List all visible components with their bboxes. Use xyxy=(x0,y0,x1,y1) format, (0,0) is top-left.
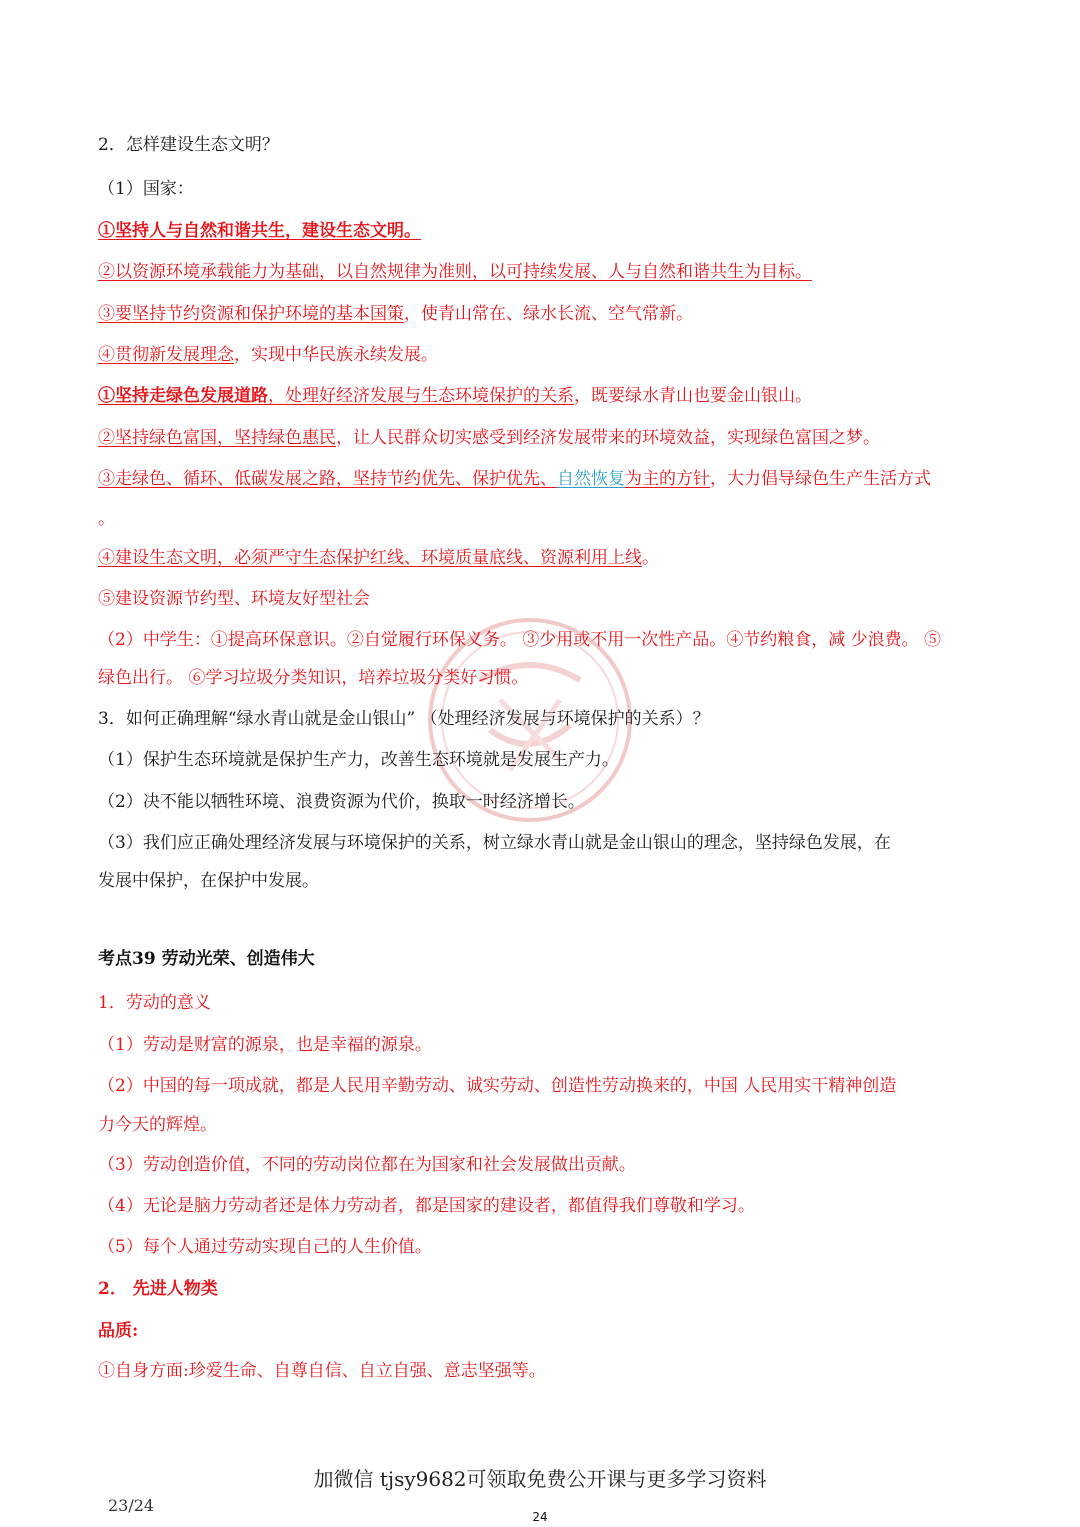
country-point-1: ①坚持人与自然和谐共生，建设生态文明。 xyxy=(98,221,421,241)
green-point-3-link[interactable]: 自然恢复 xyxy=(557,469,625,489)
question-title-2: 2．怎样建设生态文明？ xyxy=(98,135,279,155)
page-fraction: 23/24 xyxy=(108,1496,155,1515)
green-point-3 xyxy=(98,468,931,490)
country-label: （1）国家： xyxy=(98,179,194,199)
country-point-3-rest: ，使青山常在、绿水长流、空气常新。 xyxy=(404,304,693,324)
page-number: 24 xyxy=(532,1510,548,1524)
footer-promo: 加微信 tjsy9682可领取免费公开课与更多学习资料 xyxy=(313,1467,767,1491)
green-point-5: ⑤建设资源节约型、环境友好型社会 xyxy=(98,589,370,609)
answer-3-point-3: （3）我们应正确处理经济发展与环境保护的关系，树立绿水青山就是金山银山的理念，坚持绿色发展，在 xyxy=(98,833,891,853)
answer-3-point-2: （2）决不能以牺牲环境、浪费资源为代价，换取一时经济增长。 xyxy=(98,792,585,812)
labor-point-5: （5）每个人通过劳动实现自己的人生价值。 xyxy=(98,1237,432,1257)
green-point-3-c: 为主的方针 xyxy=(625,469,710,489)
country-point-2: ②以资源环境承载能力为基础，以自然规律为准则，以可持续发展、人与自然和谐共生为目标。 xyxy=(98,262,812,282)
labor-point-4: （4）无论是脑力劳动者还是体力劳动者，都是国家的建设者，都值得我们尊敬和学习。 xyxy=(98,1196,755,1216)
green-point-3-a: ③走绿色、循环、低碳发展之路，坚持节约优先、保护优先、 xyxy=(98,469,557,489)
country-point-4-key: ④贯彻新发展理念 xyxy=(98,345,234,365)
green-point-1-rest: ，既要绿水青山也要金山银山。 xyxy=(574,386,812,406)
country-point-4-rest: ，实现中华民族永续发展。 xyxy=(234,345,438,365)
answer-3-point-1: （1）保护生态环境就是保护生产力，改善生态环境就是发展生产力。 xyxy=(98,750,619,770)
green-point-4-rest: 。 xyxy=(642,548,659,568)
student-points-line-1: （2）中学生：①提高环保意识。②自觉履行环保义务。 ③少用或不用一次性产品。④节约粮食，减 少浪费。 ⑤ xyxy=(98,630,942,650)
green-point-4-key: ④建设生态文明，必须严守生态保护红线、环境质量底线、资源利用上线 xyxy=(98,548,642,568)
labor-point-2: （2）中国的每一项成就，都是人民用辛勤劳动、诚实劳动、创造性劳动换来的，中国 人民用实干精神创造 xyxy=(98,1076,897,1096)
question-title-3: 3．如何正确理解“绿水青山就是金山银山” （处理经济发展与环境保护的关系）？ xyxy=(98,709,710,729)
answer-3-point-3-cont: 发展中保护，在保护中发展。 xyxy=(98,871,319,891)
quality-point-1: ①自身方面:珍爱生命、自尊自信、自立自强、意志坚强等。 xyxy=(98,1361,546,1381)
green-point-2-rest: ，让人民群众切实感受到经济发展带来的环境效益，实现绿色富国之梦。 xyxy=(336,428,880,448)
green-point-1-mid: ，处理好经济发展与生态环境保护的关系 xyxy=(268,386,574,406)
quality-label: 品质: xyxy=(98,1321,139,1341)
green-point-1 xyxy=(98,385,812,407)
labor-point-1: （1）劳动是财富的源泉，也是幸福的源泉。 xyxy=(98,1035,432,1055)
green-point-4 xyxy=(98,547,659,569)
advanced-figures-title: 2． 先进人物类 xyxy=(98,1279,218,1299)
country-point-3 xyxy=(98,303,693,325)
green-point-3-period: 。 xyxy=(98,509,115,529)
labor-meaning-title: 1．劳动的意义 xyxy=(98,993,211,1013)
section-heading-39: 考点39 劳动光荣、创造伟大 xyxy=(98,949,315,969)
labor-point-3: （3）劳动创造价值，不同的劳动岗位都在为国家和社会发展做出贡献。 xyxy=(98,1155,636,1175)
green-point-1-key: ①坚持走绿色发展道路 xyxy=(98,386,268,406)
country-point-4 xyxy=(98,344,438,366)
green-point-3-d: ，大力倡导绿色生产生活方式 xyxy=(710,469,931,489)
student-points-line-2: 绿色出行。 ⑥学习垃圾分类知识，培养垃圾分类好习惯。 xyxy=(98,668,529,688)
labor-point-2-cont: 力今天的辉煌。 xyxy=(98,1115,217,1135)
country-point-3-key: ③要坚持节约资源和保护环境的基本国策 xyxy=(98,304,404,324)
green-point-2-key: ②坚持绿色富国，坚持绿色惠民 xyxy=(98,428,336,448)
green-point-2 xyxy=(98,427,880,449)
